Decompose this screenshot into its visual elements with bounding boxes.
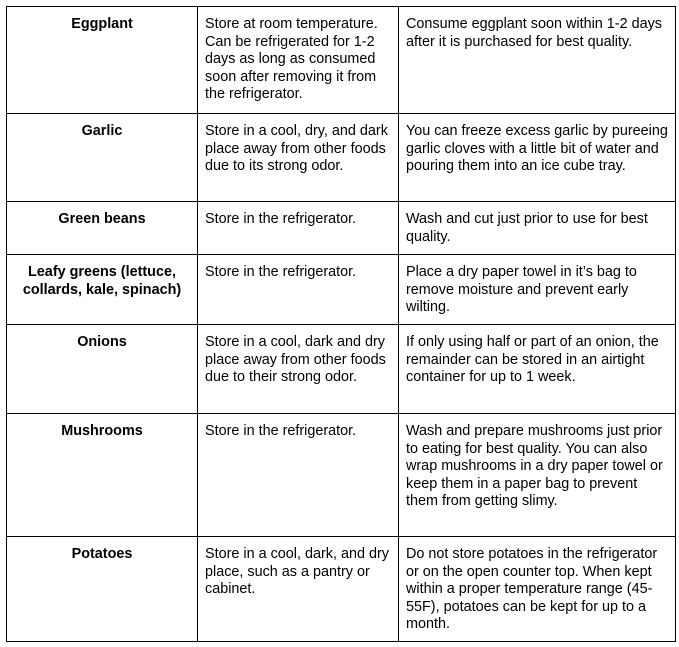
table-row	[7, 537, 676, 642]
vegetable-name-cell: Potatoes	[7, 537, 198, 642]
storage-instructions-cell: Store in the refrigerator.	[198, 202, 399, 255]
storage-tips-cell: You can freeze excess garlic by pureeing garlic cloves with a little bit of water and pouring them into an ice cube tray.	[399, 114, 676, 202]
storage-tips-cell: Consume eggplant soon within 1-2 days after it is purchased for best quality.	[399, 7, 676, 114]
vegetable-name-cell: Garlic	[7, 114, 198, 202]
storage-tips-cell: Wash and prepare mushrooms just prior to eating for best quality. You can also wrap mushrooms in a dry paper towel or keep them in a paper bag to prevent them from getting slimy.	[399, 414, 676, 537]
storage-instructions-cell: Store in the refrigerator.	[198, 414, 399, 537]
storage-instructions-cell: Store in a cool, dark, and dry place, such as a pantry or cabinet.	[198, 537, 399, 642]
vegetable-name-cell: Leafy greens (lettuce, collards, kale, spinach)	[7, 255, 198, 325]
table-row	[7, 114, 676, 202]
vegetable-name-cell: Green beans	[7, 202, 198, 255]
storage-tips-cell: Place a dry paper towel in it’s bag to remove moisture and prevent early wilting.	[399, 255, 676, 325]
storage-instructions-cell: Store in a cool, dark and dry place away from other foods due to their strong odor.	[198, 325, 399, 414]
table-row	[7, 7, 676, 114]
table-row	[7, 414, 676, 537]
vegetable-storage-table	[6, 6, 676, 642]
storage-tips-cell: Wash and cut just prior to use for best quality.	[399, 202, 676, 255]
vegetable-name-cell: Onions	[7, 325, 198, 414]
storage-instructions-cell: Store in a cool, dry, and dark place away from other foods due to its strong odor.	[198, 114, 399, 202]
storage-tips-cell: Do not store potatoes in the refrigerator or on the open counter top. When kept within a proper temperature range (45-55F), potatoes can be kept for up to a month.	[399, 537, 676, 642]
table-row	[7, 202, 676, 255]
storage-tips-cell: If only using half or part of an onion, the remainder can be stored in an airtight container for up to 1 week.	[399, 325, 676, 414]
table-row	[7, 255, 676, 325]
vegetable-name-cell: Mushrooms	[7, 414, 198, 537]
storage-instructions-cell: Store at room temperature. Can be refrigerated for 1-2 days as long as consumed soon after removing it from the refrigerator.	[198, 7, 399, 114]
storage-instructions-cell: Store in the refrigerator.	[198, 255, 399, 325]
vegetable-name-cell: Eggplant	[7, 7, 198, 114]
table-row	[7, 325, 676, 414]
